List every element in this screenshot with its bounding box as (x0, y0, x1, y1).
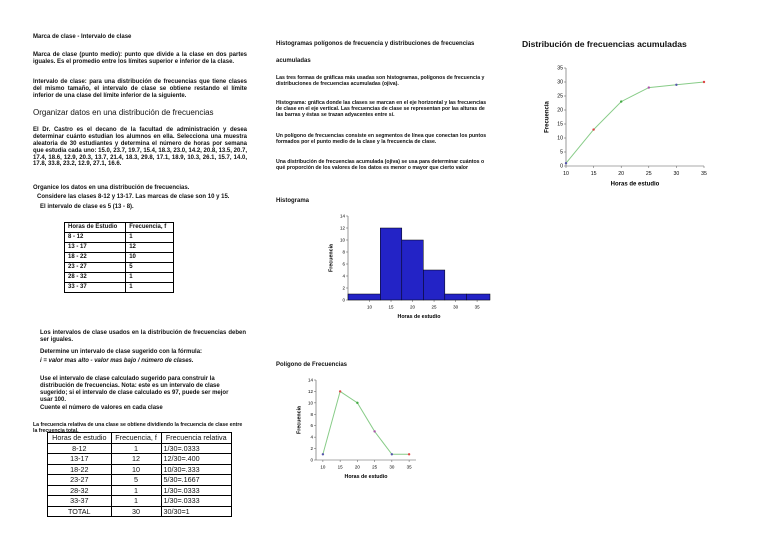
table-row (48, 454, 232, 465)
table-cell: 1 (111, 485, 161, 496)
table-cell: 1/30=.0333 (161, 496, 232, 507)
x-tick-label: 15 (590, 171, 597, 178)
x-tick-label: 30 (673, 171, 680, 178)
polygon-point (322, 453, 324, 455)
table-cell: 33 - 37 (65, 283, 126, 293)
polygon-point (373, 430, 375, 432)
x-tick-label: 25 (372, 464, 378, 470)
equal-intervals-note: Los intervalos de clase usados en la distribución de frecuencias deben ser iguales. (40, 330, 246, 343)
table-cell: 10 (111, 464, 161, 475)
table-cell: 28-32 (48, 485, 112, 496)
table-header-cell: Frecuencia, f (111, 433, 161, 444)
x-tick-label: 10 (320, 464, 326, 470)
histograma-definition: Histograma: gráfica donde las clases se marcan en el eje horizontal y las frecuencias de clase en el eje vertical. Las frecuencias de clase se representan por las alturas de las barras y éstas se trazan adyacentes entre sí. (276, 100, 487, 118)
table-cell: 28 - 32 (65, 273, 126, 283)
x-tick-label: 15 (337, 464, 343, 470)
table-cell: 1 (111, 443, 161, 454)
polygon-line (323, 391, 409, 454)
x-axis-label: Horas de estudio (397, 314, 441, 320)
organizar-datos-subtitle: Organizar datos en una distribución de frecuencias (33, 108, 214, 117)
histogram-chart (328, 208, 498, 333)
x-tick-label: 35 (701, 171, 707, 178)
ogive-point (648, 86, 650, 88)
y-tick-label: 6 (342, 261, 345, 267)
x-tick-label: 10 (367, 304, 373, 310)
middle-heading-2: acumuladas (276, 58, 311, 64)
table-cell: 12 (126, 243, 174, 253)
polygon-point (408, 453, 410, 455)
table-cell: 10 (126, 253, 174, 263)
table-cell: 13-17 (48, 454, 112, 465)
x-tick-label: 35 (474, 304, 480, 310)
histogram-bar (402, 240, 424, 300)
table-cell: 18-22 (48, 464, 112, 475)
ogive-point (703, 81, 705, 83)
x-tick-label: 35 (406, 464, 412, 470)
x-tick-label: 15 (388, 304, 394, 310)
left-heading: Marca de clase - Intervalo de clase (33, 34, 132, 40)
table-row (65, 253, 174, 263)
table-row (65, 243, 174, 253)
y-tick-label: 12 (339, 225, 345, 231)
ogive-point (675, 84, 677, 86)
y-tick-label: 14 (339, 213, 345, 219)
y-axis-label: Frecuencia (544, 101, 551, 133)
frequency-polygon-chart (296, 372, 426, 490)
table-cell: TOTAL (48, 506, 112, 517)
ogive-point (620, 100, 622, 102)
frequency-table (64, 222, 174, 293)
table-row (65, 273, 174, 283)
table-header-cell: Frecuencia relativa (161, 433, 232, 444)
table-cell: 12/30=.400 (161, 454, 232, 465)
table-cell: 1/30=.0333 (161, 443, 232, 454)
x-tick-label: 30 (453, 304, 459, 310)
histogram-bar (466, 294, 490, 300)
middle-heading: Histogramas polígonos de frecuencia y distribuciones de frecuencias (276, 41, 475, 47)
graph-forms-paragraph: Las tres formas de gráficas más usadas son histogramas, polígonos de frecuencia y distribuciones de frecuencias acumuladas (ojiva). (276, 75, 485, 87)
polygon-label: Polígono de Frecuencias (276, 362, 348, 368)
table-cell: 5/30=.1667 (161, 475, 232, 486)
table-cell: 8 - 12 (65, 233, 126, 243)
table-cell: 1 (126, 233, 174, 243)
x-tick-label: 30 (389, 464, 395, 470)
formula-instruction: Determine un intervalo de clase sugerido con la fórmula: (40, 349, 203, 355)
y-tick-label: 20 (557, 107, 563, 114)
table-row (48, 443, 232, 454)
ogive-point (592, 128, 594, 130)
table-cell: 33-37 (48, 496, 112, 507)
table-row (48, 475, 232, 486)
table-header-cell: Horas de Estudio (65, 223, 126, 233)
organize-instruction: Organice los datos en una distribución de frecuencias. (33, 185, 190, 191)
table-row (48, 496, 232, 507)
y-tick-label: 35 (557, 65, 563, 72)
x-tick-label: 20 (354, 464, 360, 470)
x-tick-label: 10 (563, 171, 569, 178)
histogram-label: Histograma (276, 198, 310, 204)
table-cell: 1 (126, 283, 174, 293)
y-tick-label: 0 (560, 163, 563, 170)
interval-note: El intervalo de clase es 5 (13 - 8). (40, 204, 134, 210)
y-tick-label: 0 (310, 457, 313, 463)
table-row (48, 464, 232, 475)
relative-frequency-note: La frecuencia relativa de una clase se obtiene dividiendo la frecuencia de clase entre la frecuencia total. (33, 422, 243, 434)
ogive-line (566, 82, 704, 163)
problem-paragraph: El Dr. Castro es el decano de la facultad de administración y desea determinar cuánto estudian los alumnos en ella. Selecciona una muestra aleatoria de 30 estudiantes y determina el número de horas por semana que estudia cada uno: 15.0, 23.7, 19.7, 15.4, 18.3, 23.0, 14.2, 20.8, 13.5, 20.7, 17.4, 18.6, 12.9, 20.3, 13.7, 21.4, 18.3, 29.8, 17.1, 18.9, 10.3, 26.1, 15.7, 14.0, 17.8, 33.8, 23.2, 12.9, 27.1, 16.6. (33, 127, 247, 168)
table-header-cell: Horas de estudio (48, 433, 112, 444)
table-row (65, 263, 174, 273)
polygon-point (356, 402, 358, 404)
table-cell: 5 (126, 263, 174, 273)
suggested-interval-paragraph: Use el intervalo de clase calculado sugerido para construir la distribución de frecuencias. Nota: este es un intervalo de clase sugerido; si el intervalo de clase calculado es 97, puede ser mejor usar 100. (40, 376, 229, 403)
x-axis-label: Horas de estudio (610, 181, 660, 188)
classes-note: Considere las clases 8-12 y 13-17. Las marcas de clase son 10 y 15. (37, 194, 230, 200)
table-cell: 23-27 (48, 475, 112, 486)
table-cell: 10/30=.333 (161, 464, 232, 475)
formula-text: i = valor mas alto - valor mas bajo / número de clases. (40, 358, 194, 364)
table-header-row (65, 223, 174, 233)
count-values-note: Cuente el número de valores en cada clase (40, 405, 163, 411)
y-tick-label: 0 (342, 297, 345, 303)
histogram-bar (348, 294, 380, 300)
table-cell: 1/30=.0333 (161, 485, 232, 496)
y-tick-label: 8 (342, 249, 345, 255)
y-axis-label: Frecuencia (296, 406, 303, 434)
x-tick-label: 25 (645, 171, 652, 178)
table-row (65, 283, 174, 293)
intervalo-de-clase-paragraph: Intervalo de clase: para una distribución de frecuencias que tiene clases del mismo tamaño, el intervalo de clase se obtiene restando el límite inferior de una clase del límite inferior de la siguiente. (33, 79, 247, 99)
y-tick-label: 12 (307, 388, 313, 394)
table-cell: 23 - 27 (65, 263, 126, 273)
y-tick-label: 8 (310, 411, 313, 417)
y-tick-label: 14 (307, 377, 313, 383)
table-cell: 1 (111, 496, 161, 507)
y-tick-label: 4 (342, 273, 345, 279)
ojiva-definition: Una distribución de frecuencias acumulada (ojiva) se usa para determinar cuántos o qué proporción de los valores de los datos es menor o mayor que cierto valor (276, 159, 485, 171)
y-tick-label: 2 (342, 285, 345, 291)
polygon-point (391, 453, 393, 455)
table-cell: 13 - 17 (65, 243, 126, 253)
poligono-definition: Un polígono de frecuencias consiste en segmentos de línea que conectan los puntos formados por el punto medio de la clase y la frecuencia de clase. (276, 133, 487, 145)
y-tick-label: 5 (560, 149, 563, 156)
x-tick-label: 25 (431, 304, 437, 310)
y-tick-label: 10 (339, 237, 345, 243)
y-tick-label: 15 (557, 121, 563, 128)
table-cell: 1 (126, 273, 174, 283)
histogram-bar (423, 270, 445, 300)
y-tick-label: 2 (310, 446, 313, 452)
cumulative-frequency-chart (540, 62, 720, 190)
polygon-point (339, 390, 341, 392)
table-cell: 30 (111, 506, 161, 517)
relative-frequency-table (47, 432, 232, 517)
table-row (65, 233, 174, 243)
y-tick-label: 4 (310, 434, 313, 440)
x-tick-label: 20 (618, 171, 625, 178)
histogram-bar (445, 294, 467, 300)
y-axis-label: Frecuencia (328, 244, 335, 272)
table-cell: 5 (111, 475, 161, 486)
x-axis-label: Horas de estudio (344, 474, 388, 480)
table-row (48, 506, 232, 517)
y-tick-label: 25 (557, 93, 563, 100)
table-row (48, 485, 232, 496)
table-cell: 8-12 (48, 443, 112, 454)
table-cell: 12 (111, 454, 161, 465)
table-cell: 18 - 22 (65, 253, 126, 263)
marca-de-clase-paragraph: Marca de clase (punto medio): punto que divide a la clase en dos partes iguales. Es el promedio entre los límites superior e inferior de la clase. (33, 52, 247, 65)
table-header-row (48, 433, 232, 444)
table-cell: 30/30=1 (161, 506, 232, 517)
ogive-chart-title: Distribución de frecuencias acumuladas (522, 39, 687, 49)
table-header-cell: Frecuencia, f (126, 223, 174, 233)
y-tick-label: 10 (557, 135, 563, 142)
x-tick-label: 20 (410, 304, 416, 310)
histogram-bar (380, 228, 402, 300)
ogive-point (565, 162, 567, 164)
y-tick-label: 6 (310, 423, 313, 429)
y-tick-label: 10 (307, 400, 313, 406)
y-tick-label: 30 (557, 79, 563, 86)
